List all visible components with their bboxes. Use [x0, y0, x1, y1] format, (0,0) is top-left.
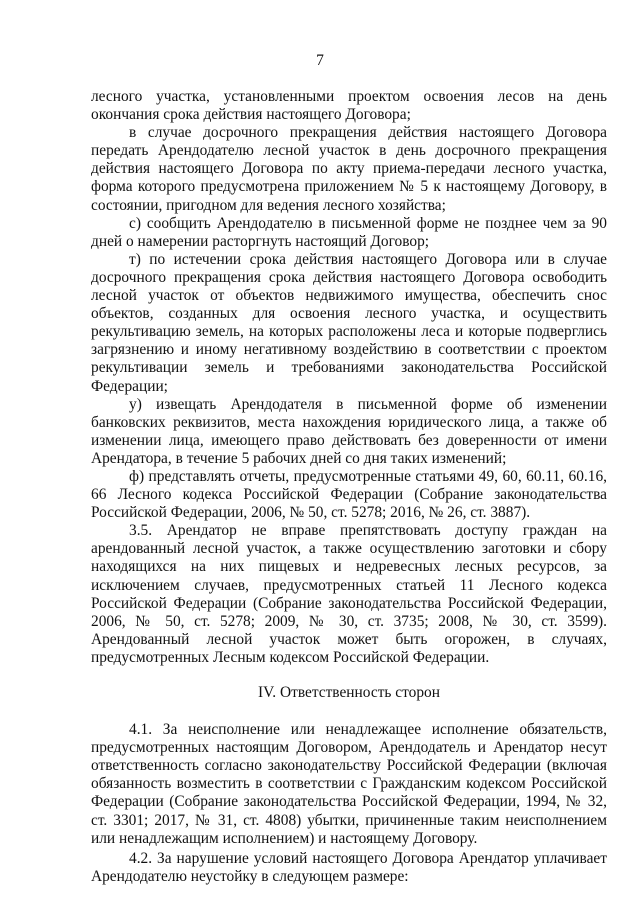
- page-number: 7: [316, 52, 324, 69]
- paragraph-clause-4-2: 4.2. За нарушение условий настоящего Договора Арендатор уплачивает Арендодателю неустойку в следующем размере:: [91, 849, 607, 885]
- paragraph-lease-end-continuation: лесного участка, установленными проектом освоения лесов на день окончания срока действия настоящего Договора;: [91, 88, 607, 124]
- paragraph-early-termination-transfer: в случае досрочного прекращения действия настоящего Договора передать Арендодателю лесной участок в день досрочного прекращения действия настоящего Договора по акту приема-передачи лесного участка, форма которого предусмотрена приложением № 5 к настоящему Договору, в состоянии, пригодном для ведения лесного хозяйства;: [91, 124, 607, 214]
- paragraph-item-u-notify-changes: у) извещать Арендодателя в письменной форме об изменении банковских реквизитов, места нахождения юридического лица, а также об изменении лица, имеющего право действовать без доверенности от имени Арендатора, в течение 5 рабочих дней со дня таких изменений;: [91, 395, 607, 467]
- paragraph-clause-3-5: 3.5. Арендатор не вправе препятствовать доступу граждан на арендованный лесной участок, а также осуществлению заготовки и сбору находящихся на них пищевых и недревесных лесных ресурсов, за исключением случаев, предусмотренных статьей 11 Лесного кодекса Российской Федерации (Собрание законодательства Российской Федерации, 2006, № 50, ст. 5278; 2009, № 30, ст. 3735; 2008, № 30, ст. 3599). Арендованный лесной участок может быть огорожен, в случаях, предусмотренных Лесным кодексом Российской Федерации.: [91, 522, 607, 666]
- document-body: [91, 88, 607, 886]
- paragraph-item-s-notify-termination: с) сообщить Арендодателю в письменной форме не позднее чем за 90 дней о намерении расторгнуть настоящий Договор;: [91, 214, 607, 250]
- paragraph-item-t-vacate-recultivate: т) по истечении срока действия настоящего Договора или в случае досрочного прекращения срока действия настоящего Договора освободить лесной участок от объектов недвижимого имущества, обеспечить снос объектов, созданных для освоения лесного участка, и осуществить рекультивацию земель, на которых расположены леса и которые подверглись загрязнению и иному негативному воздействию в соответствии с проектом рекультивации земель и требованиями законодательства Российской Федерации;: [91, 250, 607, 395]
- paragraph-clause-4-1: 4.1. За неисполнение или ненадлежащее исполнение обязательств, предусмотренных настоящим Договором, Арендодатель и Арендатор несут ответственность согласно законодательству Российской Федерации (включая обязанность возместить в соответствии с Гражданским кодексом Российской Федерации (Собрание законодательства Российской Федерации, 1994, № 32, ст. 3301; 2017, № 31, ст. 4808) убытки, причиненные таким неисполнением или ненадлежащим исполнением) и настоящему Договору.: [91, 721, 607, 847]
- section-heading-iv: IV. Ответственность сторон: [258, 684, 440, 701]
- paragraph-item-f-reports: ф) представлять отчеты, предусмотренные статьями 49, 60, 60.11, 60.16, 66 Лесного кодекса Российской Федерации (Собрание законодательства Российской Федерации, 2006, № 50, ст. 5278; 2016, № 26, ст. 3887).: [91, 467, 607, 522]
